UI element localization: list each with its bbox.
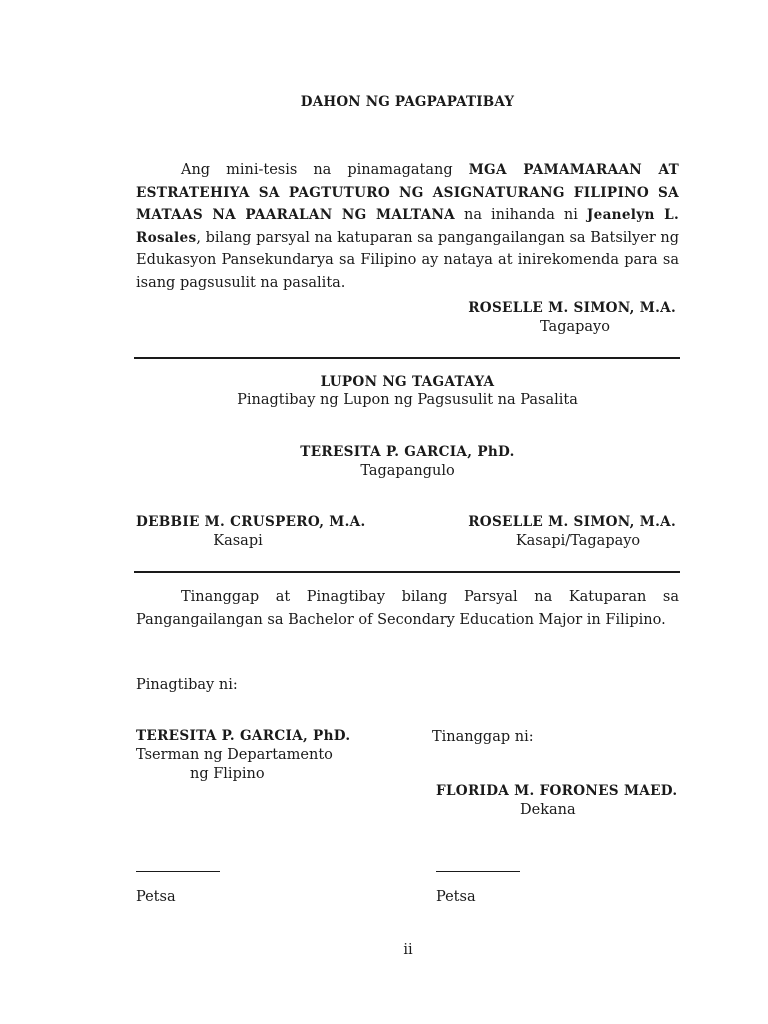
page-title: DAHON NG PAGPAPATIBAY [300, 94, 515, 110]
author-name: Jeanelyn L. Rosales [136, 207, 679, 246]
accepted-by-label: Tinanggap ni: [432, 729, 534, 745]
panel-heading: LUPON NG TAGATAYA [320, 374, 495, 390]
date-line-left [136, 871, 220, 872]
approved-by-role-line2: ng Flipino [190, 766, 265, 782]
date-line-right [436, 871, 520, 872]
adviser-role: Tagapayo [540, 319, 610, 335]
approval-rest: , bilang parsyal na katuparan sa pangangailangan sa Batsilyer ng Edukasyon Pansekundarya sa Filipino ay nataya at inirekomenda para sa isang pagsusulit na pasalita. [136, 229, 679, 291]
date-label-right: Petsa [436, 889, 476, 905]
prepared-by-text: na inihanda ni [464, 207, 578, 223]
page-number: ii [403, 942, 413, 958]
approval-intro: Ang mini-tesis na pinamagatang [181, 162, 453, 178]
accepted-by-role: Dekana [520, 802, 576, 818]
approved-by-role-line1: Tserman ng Departamento [136, 747, 333, 763]
accepted-by-name: FLORIDA M. FORONES MAED. [436, 783, 678, 799]
chair-name: TERESITA P. GARCIA, PhD. [300, 444, 515, 460]
chair-role: Tagapangulo [360, 463, 455, 479]
date-label-left: Petsa [136, 889, 176, 905]
member-right-role: Kasapi/Tagapayo [515, 533, 641, 549]
acceptance-text: Tinanggap at Pinagtibay bilang Parsyal na Katuparan sa Pangangailangan sa Bachelor of Secondary Education Major in Filipino. [136, 589, 679, 628]
approved-by-name: TERESITA P. GARCIA, PhD. [136, 728, 351, 744]
adviser-name: ROSELLE M. SIMON, M.A. [468, 300, 676, 316]
member-right-name: ROSELLE M. SIMON, M.A. [468, 514, 676, 530]
panel-subheading: Pinagtibay ng Lupon ng Pagsusulit na Pasalita [237, 392, 578, 408]
divider-bottom [134, 571, 680, 573]
member-left-role: Kasapi [213, 533, 263, 549]
member-left-name: DEBBIE M. CRUSPERO, M.A. [136, 514, 366, 530]
acceptance-paragraph [136, 586, 679, 631]
approved-by-label: Pinagtibay ni: [136, 677, 238, 693]
divider-top [134, 357, 680, 359]
thesis-title: MGA PAMAMARAAN AT ESTRATEHIYA SA PAGTUTURO NG ASIGNATURANG FILIPINO SA MATAAS NA PAARALAN NG MALTANA [136, 162, 679, 223]
approval-paragraph [136, 159, 679, 294]
